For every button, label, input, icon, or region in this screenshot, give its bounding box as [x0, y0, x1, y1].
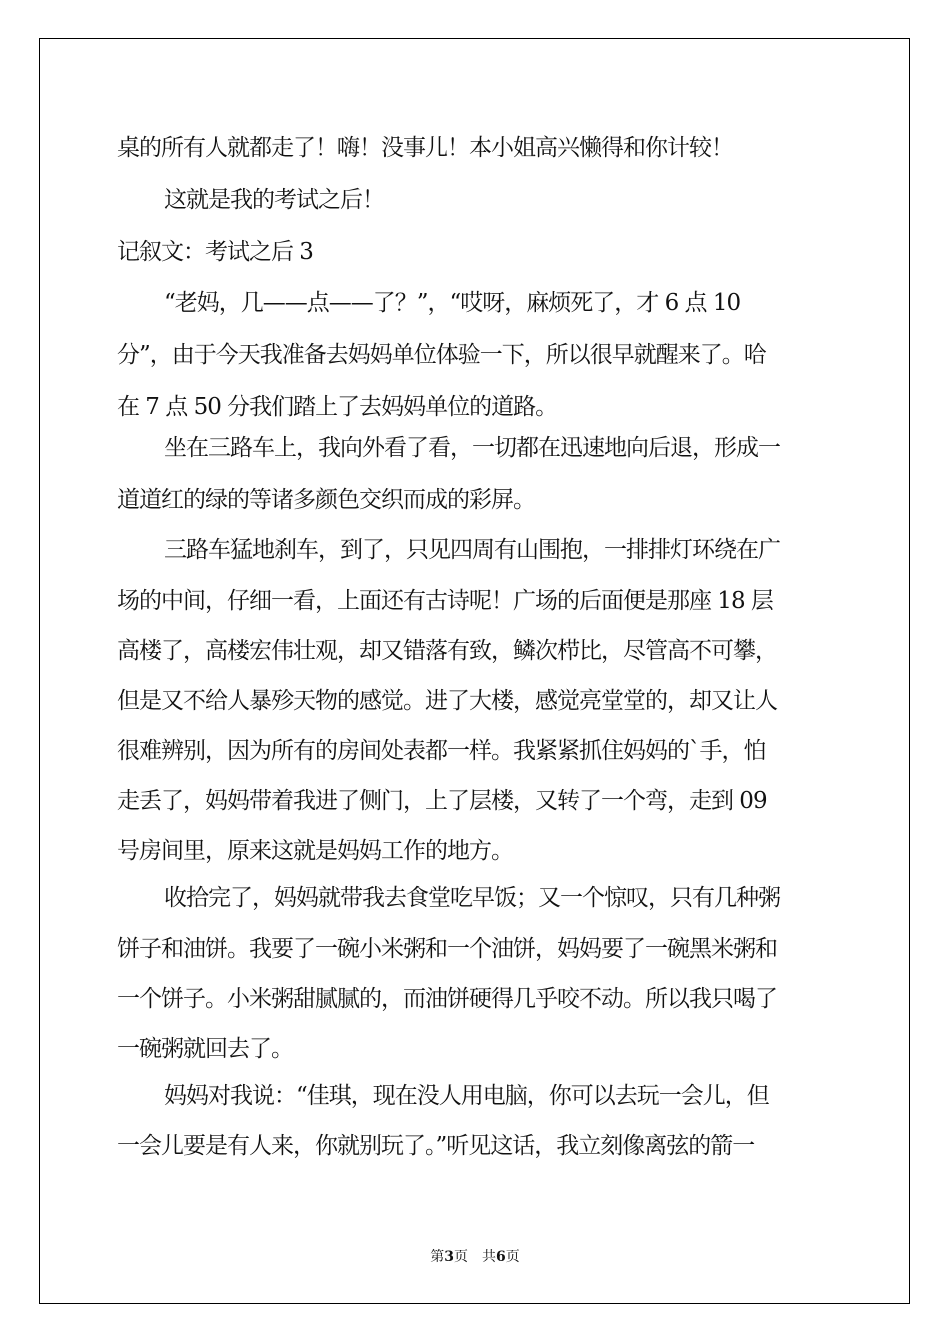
page-footer [0, 1246, 950, 1266]
page-mid: 页 共 [454, 1249, 496, 1265]
text-line: 分”，由于今天我准备去妈妈单位体验一下，所以很早就醒来了。哈 [117, 342, 766, 368]
text-line: 饼子和油饼。我要了一碗小米粥和一个油饼，妈妈要了一碗黑米粥和 [117, 936, 777, 962]
text-line: 很难辨别，因为所有的房间处表都一样。我紧紧抓住妈妈的`手，怕 [117, 738, 766, 764]
text-line: 这就是我的考试之后！ [164, 187, 384, 213]
text-line: 一会儿要是有人来，你就别玩了。”听见这话，我立刻像离弦的箭一 [117, 1133, 755, 1159]
text-line: 场的中间，仔细一看，上面还有古诗呢！广场的后面便是那座 18 层 [117, 588, 773, 614]
text-line: 妈妈对我说：“佳琪，现在没人用电脑，你可以去玩一会儿，但 [164, 1083, 769, 1109]
text-line: 一碗粥就回去了。 [117, 1036, 293, 1062]
text-line: 坐在三路车上，我向外看了看，一切都在迅速地向后退，形成一 [164, 435, 780, 461]
text-line: 但是又不给人暴殄天物的感觉。进了大楼，感觉亮堂堂的，却又让人 [117, 688, 777, 714]
page-prefix: 第 [430, 1249, 445, 1265]
text-line: 号房间里，原来这就是妈妈工作的地方。 [117, 838, 513, 864]
text-line: 高楼了，高楼宏伟壮观，却又错落有致，鳞次栉比，尽管高不可攀， [117, 638, 777, 664]
text-line: 走丢了，妈妈带着我进了侧门，上了层楼，又转了一个弯，走到 09 [117, 788, 767, 814]
text-line: 收拾完了，妈妈就带我去食堂吃早饭；又一个惊叹，只有几种粥 [164, 885, 780, 911]
text-line: “老妈，几——点——了？”，“哎呀，麻烦死了，才 6 点 10 [164, 290, 741, 316]
text-line: 三路车猛地刹车，到了，只见四周有山围抱，一排排灯环绕在广 [164, 537, 780, 563]
text-line: 一个饼子。小米粥甜腻腻的，而油饼硬得几乎咬不动。所以我只喝了 [117, 986, 777, 1012]
page-suffix: 页 [505, 1249, 520, 1265]
text-line: 在 7 点 50 分我们踏上了去妈妈单位的道路。 [117, 394, 558, 420]
text-line: 桌的所有人就都走了！嗨！没事儿！本小姐高兴懒得和你计较！ [117, 135, 733, 161]
text-line: 道道红的绿的等诸多颜色交织而成的彩屏。 [117, 487, 535, 513]
section-heading: 记叙文：考试之后 3 [117, 239, 313, 265]
page-border [39, 38, 910, 1304]
total-page-number: 6 [496, 1249, 506, 1265]
current-page-number: 3 [444, 1249, 454, 1265]
